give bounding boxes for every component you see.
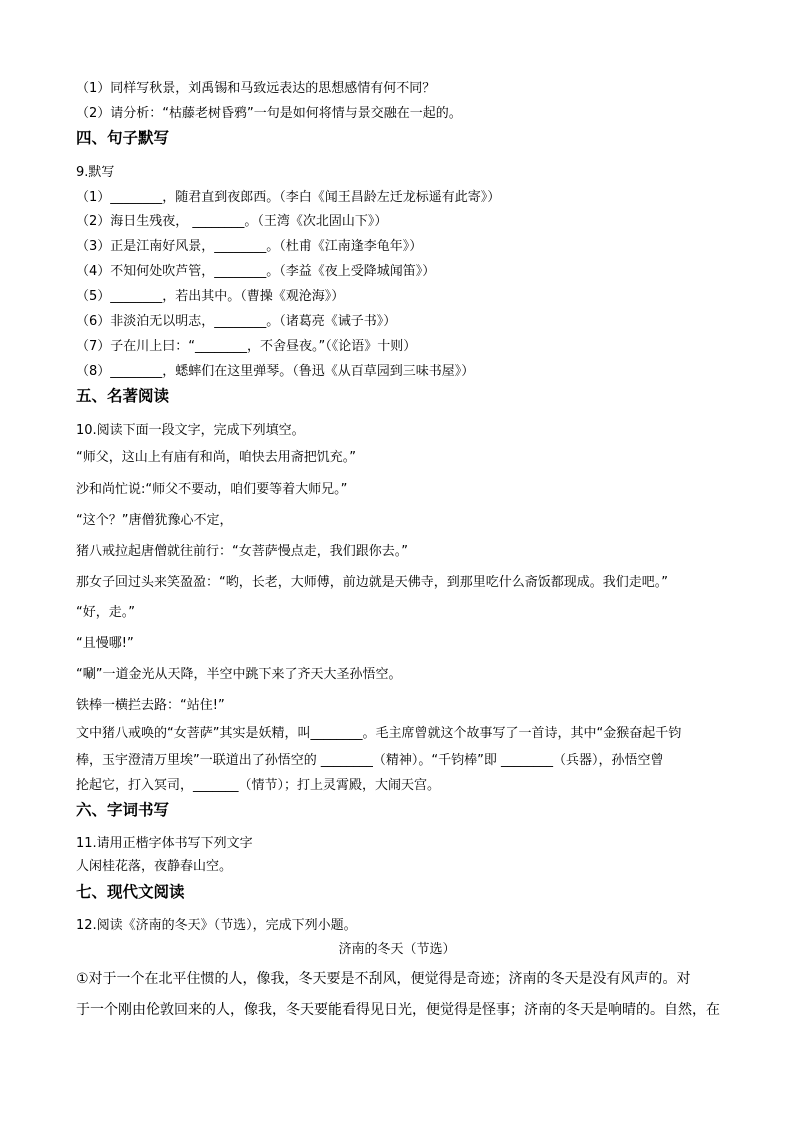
excerpt-line: 沙和尚忙说:“师父不要动，咱们要等着大师兄。” (76, 482, 348, 497)
recitation-item-1: （1）________，随君直到夜郎西。（李白《闻王昌龄左迁龙标遥有此寄》） (76, 190, 501, 205)
excerpt-line: “唰”一道金光从天降，半空中跳下来了齐天大圣孙悟空。 (76, 667, 402, 682)
excerpt-line: 猪八戒拉起唐僧就往前行：“女菩萨慢点走，我们跟你去。” (76, 544, 408, 559)
q8-subquestion-1: （1）同样写秋景，刘禹锡和马致远表达的思想感情有何不同？ (76, 81, 436, 96)
q12-prompt: 12.阅读《济南的冬天》（节选），完成下列小题。 (76, 918, 357, 933)
recitation-item-2: （2）海日生残夜， ________。（王湾《次北固山下》） (76, 214, 388, 229)
section-4-heading: 四、句子默写 (76, 129, 170, 147)
excerpt-line: “这个？”唐僧犹豫心不定， (76, 513, 233, 528)
section-6-heading: 六、字词书写 (76, 801, 170, 819)
recitation-item-6: （6）非淡泊无以明志，________。（诸葛亮《诫子书》） (76, 314, 397, 329)
q10-prompt: 10.阅读下面一段文字，完成下列填空。 (76, 423, 305, 438)
fill-blank-line-2: 棒，玉宇澄清万里埃”一联道出了孙悟空的 ________（精神）。“千钧棒”即 ________（兵器），孙悟空曾 (76, 753, 664, 768)
excerpt-line: “且慢哪!” (76, 636, 134, 651)
recitation-item-4: （4）不知何处吹芦管，________。（李益《夜上受降城闻笛》） (76, 264, 436, 279)
article-paragraph-line: ①对于一个在北平住惯的人，像我，冬天要是不刮风，便觉得是奇迹；济南的冬天是没有风声的。对 (76, 971, 691, 987)
recitation-item-3: （3）正是江南好风景，________。（杜甫《江南逢李龟年》） (76, 239, 423, 254)
recitation-item-5: （5）________，若出其中。（曹操《观沧海》） (76, 289, 345, 304)
section-5-heading: 五、名著阅读 (76, 387, 170, 405)
article-title: 济南的冬天（节选） (338, 942, 456, 957)
q8-subquestion-2: （2）请分析：“枯藤老树昏鸦”一句是如何将情与景交融在一起的。 (76, 106, 462, 121)
excerpt-line: 铁棒一横拦去路：“站住!” (76, 698, 225, 713)
excerpt-line: 那女子回过头来笑盈盈：“哟，长老，大师傅，前边就是天佛寺，到那里吃什么斋饭都现成。我们走吧。” (76, 575, 668, 590)
article-paragraph-line: 于一个刚由伦敦回来的人，像我，冬天要能看得见日光，便觉得是怪事；济南的冬天是响晴的。自然，在 (76, 1002, 720, 1018)
recitation-item-7: （7）子在川上曰：“________，不舍昼夜。”（《论语》十则） (76, 339, 417, 354)
excerpt-line: “师父，这山上有庙有和尚，咱快去用斋把饥充。” (76, 450, 356, 465)
q9-prompt: 9.默写 (76, 165, 115, 180)
calligraphy-text: 人闲桂花落，夜静春山空。 (76, 859, 233, 874)
fill-blank-line-3: 抡起它，打入冥司，_______（情节）；打上灵霄殿，大闹天宫。 (76, 778, 441, 793)
fill-blank-line-1: 文中猪八戒唤的“女菩萨”其实是妖精，叫________。毛主席曾就这个故事写了一首诗，其中“金猴奋起千钧 (76, 726, 682, 741)
q11-prompt: 11.请用正楷字体书写下列文字 (76, 836, 253, 851)
recitation-item-8: （8）________，蟋蟀们在这里弹琴。（鲁迅《从百草园到三味书屋》） (76, 364, 475, 379)
section-7-heading: 七、现代文阅读 (76, 883, 185, 901)
excerpt-line: “好，走。” (76, 605, 135, 620)
